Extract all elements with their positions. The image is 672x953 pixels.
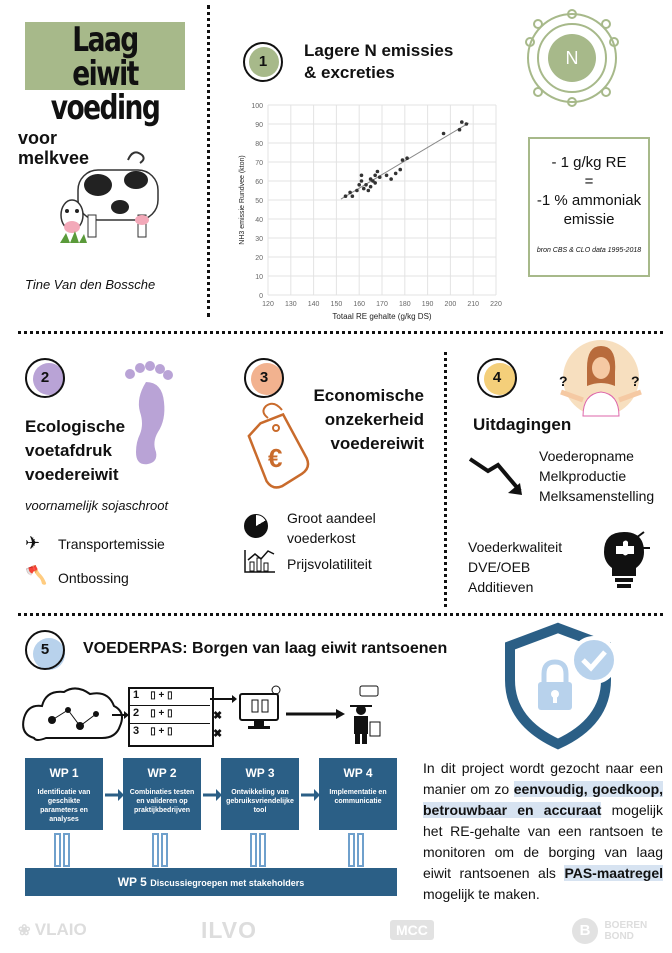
data-point <box>344 194 348 198</box>
y-tick-label: 90 <box>255 122 263 129</box>
atom-label: N <box>565 48 579 68</box>
section5-title: VOEDERPAS: Borgen van laag eiwit rantsoenen <box>83 640 448 657</box>
wp2-desc: Combinaties testen en valideren op praktijkbedrijven <box>129 789 195 814</box>
y-axis-label: NH3 emissie Rundvee (kton) <box>239 155 246 245</box>
para-part2: mogelijk het RE-gehalte van een rantsoen te monitoren om de borging van laag eiwit rantsoenen als <box>423 802 663 881</box>
data-point <box>360 174 364 178</box>
section3-title-line1: Economische <box>313 386 424 405</box>
trend-down-arrow-icon <box>468 453 528 499</box>
data-point <box>357 183 361 187</box>
section2-title-line2: voetafdruk <box>25 441 112 460</box>
section4-item-3: Melksamenstelling <box>539 488 655 504</box>
footprint-icon <box>118 360 180 468</box>
divider-vertical-top <box>207 5 210 317</box>
row-3-icons: ▯ + ▯ <box>150 726 173 737</box>
info-line4: emissie <box>563 211 615 228</box>
title-box <box>25 20 185 128</box>
x-tick-label: 220 <box>490 301 502 308</box>
combination-row-1 <box>130 689 210 706</box>
info-line1: - 1 g/kg RE <box>551 154 627 171</box>
vlaio-logo-mark: ❀ <box>18 922 35 939</box>
data-point <box>369 185 373 189</box>
x-axis-label: Totaal RE gehalte (g/kg DS) <box>332 312 432 321</box>
wp4-title: WP 4 <box>343 766 373 780</box>
boerenbond-logo <box>572 918 647 944</box>
wp3-title: WP 3 <box>245 766 275 780</box>
project-paragraph <box>423 758 663 905</box>
data-point <box>373 174 377 178</box>
wp5-bar <box>25 868 397 896</box>
section1-title-line2: & excreties <box>304 63 395 82</box>
data-point <box>442 132 446 136</box>
section4-number: 4 <box>477 358 517 398</box>
section2-number: 2 <box>25 358 65 398</box>
data-point <box>367 189 371 193</box>
section4-item-4: Voederkwaliteit <box>468 539 563 555</box>
section2-title-line1: Ecologische <box>25 417 126 436</box>
question-mark-left: ? <box>559 373 568 389</box>
data-point <box>401 158 405 162</box>
x-tick-label: 200 <box>444 301 457 308</box>
section3-title-line3: voedereiwit <box>330 434 424 453</box>
divider-horizontal-2 <box>18 613 663 616</box>
combination-row-3 <box>130 725 210 741</box>
section2-item1: Transportemissie <box>58 536 165 552</box>
data-point <box>376 170 380 174</box>
section4-item-2: Melkproductie <box>539 468 627 484</box>
section4-items-bottom <box>468 537 562 597</box>
x-tick-label: 160 <box>353 301 366 308</box>
cow-illustration <box>58 145 168 250</box>
title-line1: Laag eiwit <box>72 20 138 94</box>
para-highlight1: eenvoudig, goedkoop, betrouwbaar en accuraat <box>423 781 664 818</box>
vlaio-text: VLAIO <box>34 920 87 939</box>
data-point <box>385 174 389 178</box>
x-tick-label: 180 <box>398 301 411 308</box>
section4-item-6: Additieven <box>468 579 534 595</box>
para-part1: In dit project wordt gezocht naar een manier om zo <box>423 760 663 797</box>
cross-icon-1: ✖ <box>213 710 223 722</box>
section1-number: 1 <box>243 42 283 82</box>
section5-number: 5 <box>25 630 65 670</box>
y-tick-label: 10 <box>255 274 263 281</box>
section3-number: 3 <box>244 358 284 398</box>
wp5-desc: Discussiegroepen met stakeholders <box>150 878 305 888</box>
wp2-title: WP 2 <box>147 766 177 780</box>
x-tick-label: 120 <box>262 301 274 308</box>
data-point <box>360 179 364 183</box>
security-shield-icon <box>498 620 628 752</box>
data-point <box>460 120 464 124</box>
data-point <box>373 181 377 185</box>
wp4-desc: Implementatie en communicatie <box>329 789 387 805</box>
deforestation-icon: 🪓 <box>25 565 48 585</box>
info-line3: -1 % ammoniak <box>536 192 642 209</box>
author: Tine Van den Bossche <box>25 277 156 292</box>
combination-row-2 <box>130 707 210 724</box>
row-1-number: 1 <box>133 689 140 701</box>
scatter-chart <box>232 100 517 328</box>
wp5-title: WP 5 <box>117 875 147 889</box>
x-tick-label: 210 <box>467 301 480 308</box>
question-mark-right: ? <box>631 373 640 389</box>
y-tick-label: 70 <box>255 160 263 167</box>
data-point <box>364 183 368 187</box>
title-line2: voeding <box>50 88 160 128</box>
mcc-logo <box>390 920 434 940</box>
section4-items-top <box>539 446 654 506</box>
section4-item-1: Voederopname <box>539 448 634 464</box>
data-point <box>348 191 352 195</box>
cross-icon-2: ✖ <box>213 728 223 740</box>
arrow-icon-2 <box>210 694 238 704</box>
boerenbond-text <box>604 920 647 942</box>
y-tick-label: 40 <box>255 217 263 224</box>
x-tick-label: 170 <box>376 301 388 308</box>
x-tick-label: 140 <box>307 301 320 308</box>
section3-item1 <box>287 508 376 548</box>
mcc-text: MCC <box>396 922 428 938</box>
row-1-icons: ▯ + ▯ <box>150 690 173 701</box>
section2-note: voornamelijk sojaschroot <box>25 498 169 513</box>
wp5-connector-arrows <box>25 830 397 870</box>
data-point <box>398 168 402 172</box>
y-tick-label: 100 <box>251 103 263 110</box>
row-3-number: 3 <box>133 725 140 737</box>
section1-title-line1: Lagere N emissies <box>304 41 454 60</box>
info-line2: = <box>584 173 594 190</box>
pie-chart-icon <box>244 514 268 538</box>
row-2-number: 2 <box>133 707 140 719</box>
computer-icon <box>238 684 282 734</box>
y-tick-label: 20 <box>255 255 263 262</box>
x-tick-label: 130 <box>284 301 297 308</box>
info-source: bron CBS & CLO data 1995-2018 <box>536 247 642 254</box>
row-2-icons: ▯ + ▯ <box>150 708 173 719</box>
boerenbond-mark: B <box>572 918 598 944</box>
x-tick-label: 150 <box>330 301 343 308</box>
subtitle-text: voor melkvee <box>18 128 90 168</box>
section3-item1-line1: Groot aandeel <box>287 510 376 526</box>
y-tick-label: 50 <box>255 198 263 205</box>
para-highlight2: PAS-maatregel <box>564 865 663 881</box>
section3-title <box>300 384 424 456</box>
wp1-desc: Identificatie van geschikte parameters en analyses <box>37 789 91 823</box>
euro-sign: € <box>268 443 283 473</box>
y-tick-label: 80 <box>255 141 263 148</box>
divider-vertical-mid <box>444 352 447 607</box>
y-tick-label: 60 <box>255 179 263 186</box>
wp3-desc: Ontwikkeling van gebruiksvriendelijke tool <box>226 789 294 814</box>
vlaio-logo <box>18 920 87 940</box>
divider-horizontal-1 <box>18 331 663 334</box>
section3-item1-line2: voederkost <box>287 530 356 546</box>
section4-item-5: DVE/OEB <box>468 559 531 575</box>
y-tick-label: 0 <box>259 293 263 300</box>
section4-title: Uitdagingen <box>473 415 572 434</box>
data-point <box>458 128 462 132</box>
wp1-title: WP 1 <box>49 766 79 780</box>
ilvo-logo: ILVO <box>201 917 257 943</box>
arrow-icon-1 <box>112 710 130 720</box>
data-point <box>362 187 366 191</box>
boerenbond-line1: BOEREN <box>604 920 648 931</box>
x-tick-label: 190 <box>421 301 434 308</box>
data-point <box>378 175 382 179</box>
data-point <box>394 172 398 176</box>
data-point <box>389 177 393 181</box>
airplane-icon: ✈ <box>25 533 41 553</box>
section2-item2: Ontbossing <box>58 570 129 586</box>
farmer-icon <box>342 684 386 746</box>
info-box <box>528 137 650 277</box>
wp-arrows <box>25 785 397 805</box>
data-point <box>351 194 355 198</box>
section2-title <box>25 415 125 487</box>
para-part3: mogelijk te maken. <box>423 886 540 902</box>
section2-title-line3: voedereiwit <box>25 465 119 484</box>
boerenbond-line2: BOND <box>604 931 634 942</box>
price-volatility-icon <box>243 548 277 574</box>
arrow-icon-3 <box>286 708 346 720</box>
ideas-cloud-icon <box>18 682 126 750</box>
section3-item2: Prijsvolatiliteit <box>287 556 372 572</box>
y-tick-label: 30 <box>255 236 263 243</box>
section3-title-line2: onzekerheid <box>324 410 424 429</box>
data-point <box>465 122 469 126</box>
data-point <box>405 156 409 160</box>
lightbulb-puzzle-icon <box>596 528 652 590</box>
section1-title <box>304 40 504 84</box>
data-point <box>355 189 359 193</box>
